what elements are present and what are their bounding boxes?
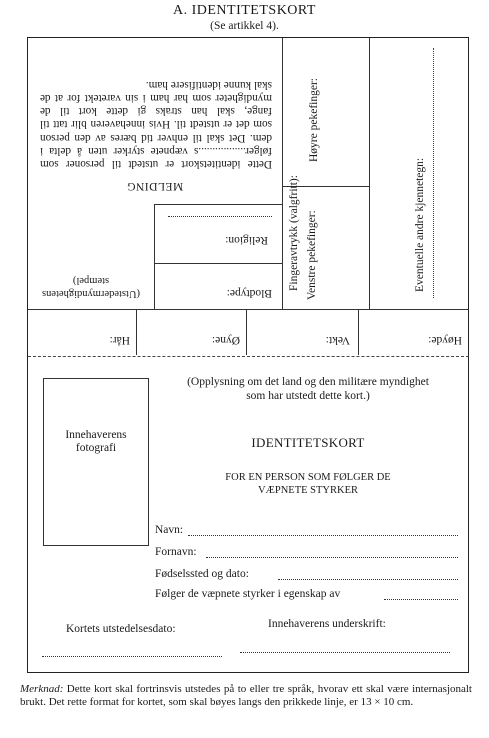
fingerprints-title: Fingeravtrykk (valgfritt): xyxy=(288,175,300,291)
divider-row-top xyxy=(28,309,469,310)
first-name-dots[interactable] xyxy=(206,557,458,558)
first-name-label: Fornavn: xyxy=(155,546,197,558)
melding-title: MELDING xyxy=(126,180,184,192)
card-subtitle-1: FOR EN PERSON SOM FØLGER DE xyxy=(225,472,391,483)
authority-info: (Opplysning om det land og den militære myndighet som har utstedt dette kort.) xyxy=(187,376,429,402)
card-title: IDENTITETSKORT xyxy=(251,435,365,450)
weight-label: Vekt: xyxy=(325,334,350,346)
melding-block xyxy=(32,40,278,200)
signature-dots[interactable] xyxy=(240,652,450,653)
page-subtitle: (Se artikkel 4). xyxy=(210,20,279,32)
right-index-label: Høyre pekefinger: xyxy=(308,78,320,162)
melding-text: Dette identitetskort er utstedt til personer som følger.................s væpnete styrker uten å delta i dem. Det skal til enhver tid bæres av den person som det er utstedt til. Hvis innehaveren blir tatt til fange, skal han straks gi dette kort til de myndigheter som har ham i sin varetekt for at de skal kunne identifisere ham. xyxy=(40,78,272,170)
name-label: Navn: xyxy=(155,524,184,536)
row-div-1 xyxy=(136,309,137,355)
issue-date-label: Kortets utstedelsesdato: xyxy=(66,623,176,635)
footnote-label: Merknad: xyxy=(20,683,64,695)
hair-label: Hår: xyxy=(109,334,130,346)
divider-religion xyxy=(154,263,282,264)
fold-line xyxy=(28,356,469,357)
divider-fingerprint xyxy=(369,38,370,309)
identity-card xyxy=(27,37,469,673)
other-marks-dots xyxy=(433,48,434,298)
height-label: Høyde: xyxy=(428,334,462,346)
blood-type-label: Blodtype: xyxy=(226,287,272,299)
issue-date-dots[interactable] xyxy=(42,656,222,657)
footnote-text: Dette kort skal fortrinsvis utstedes på to eller tre språk, hvorav ett skal være internasjonalt brukt. Det rette format for kortet, som skal bøyes langs den prikkede linje, er 13 × 10 cm. xyxy=(20,683,472,708)
page-title: A. IDENTITETSKORT xyxy=(173,3,316,18)
birth-label: Fødselssted og dato: xyxy=(155,568,249,580)
capacity-label: Følger de væpnete styrker i egenskap av xyxy=(155,588,341,600)
card-subtitle-2: VÆPNETE STYRKER xyxy=(257,485,359,496)
eyes-label: Øyne: xyxy=(211,334,240,346)
religion-label: Religion: xyxy=(225,234,268,246)
other-marks-label: Eventuelle andre kjennetegn: xyxy=(414,157,426,292)
divider-under-melding xyxy=(154,204,282,205)
photo-box xyxy=(43,378,149,546)
birth-dots[interactable] xyxy=(278,579,458,580)
left-index-label: Venstre pekefinger: xyxy=(306,210,318,300)
religion-dots xyxy=(168,216,272,217)
footnote xyxy=(20,683,472,709)
divider-vertical-main xyxy=(282,38,283,309)
capacity-dots[interactable] xyxy=(384,599,458,600)
photo-label: Innehaverens fotografi xyxy=(65,429,127,454)
divider-left-area xyxy=(154,204,155,309)
stamp-label: (Utstedermyndighetens stempel) xyxy=(42,275,140,299)
row-div-3 xyxy=(358,309,359,355)
signature-label: Innehaverens underskrift: xyxy=(268,618,386,630)
row-div-2 xyxy=(246,309,247,355)
name-dots[interactable] xyxy=(188,535,458,536)
